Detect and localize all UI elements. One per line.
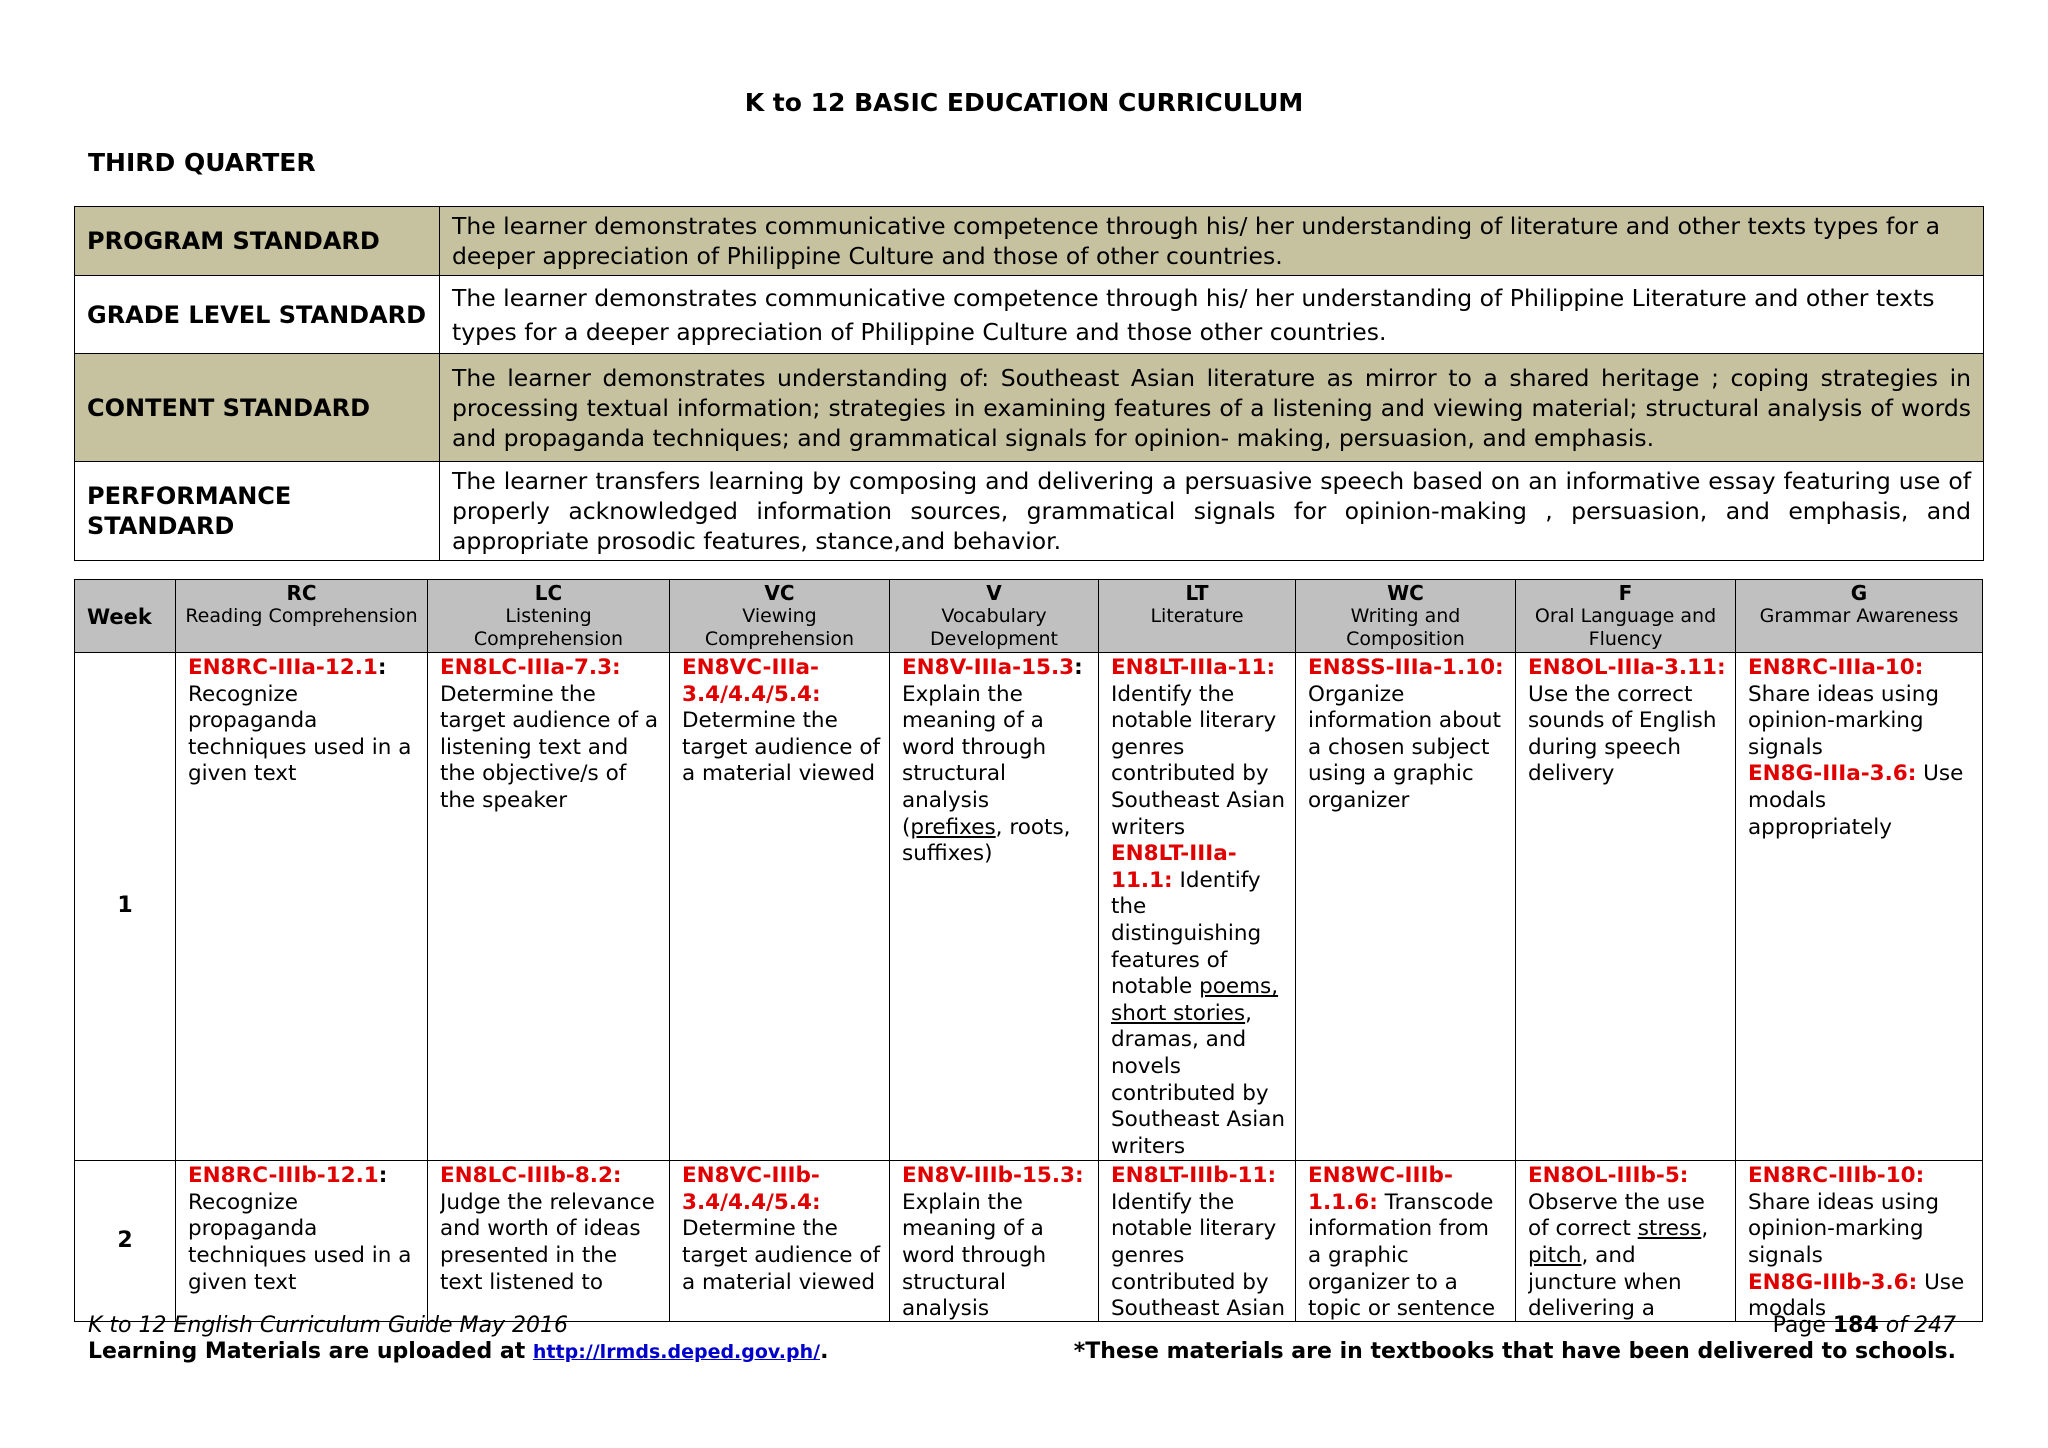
cell-v [890, 1161, 1099, 1322]
cell-vc [670, 1161, 890, 1322]
textbook-note: *These materials are in textbooks that have been delivered to schools. [1073, 1339, 1956, 1364]
competency-code: EN8WC-IIIb-1.1.6: [1308, 1163, 1453, 1215]
grade-level-standard-row [75, 276, 1984, 354]
competency-text: Observe the use of correct [1528, 1189, 1705, 1242]
competency-code: EN8V-IIIa-15.3 [902, 655, 1075, 680]
week-number: 2 [75, 1161, 176, 1322]
competency-text: Use modals [1748, 1269, 1965, 1322]
page-current: 184 [1832, 1313, 1879, 1338]
competency-code: EN8RC-IIIb-12.1 [188, 1163, 379, 1189]
competency-text: , [1701, 1216, 1709, 1242]
column-code: G [1850, 581, 1868, 605]
column-code: LT [1185, 581, 1209, 605]
cell-lt [1099, 1161, 1296, 1322]
column-name: Vocabulary Development [930, 605, 1058, 650]
underlined-term: prefixes [910, 814, 996, 840]
learning-materials-note [88, 1339, 828, 1365]
page-total: of 247 [1878, 1313, 1956, 1338]
competency-code: EN8V-IIIb-15.3: [902, 1163, 1084, 1189]
performance-standard-label: PERFORMANCE STANDARD [75, 462, 440, 561]
competency-code: EN8RC-IIIa-12.1 [188, 655, 378, 680]
learning-materials-prefix: Learning Materials are uploaded at [88, 1339, 533, 1364]
lrmds-link[interactable]: http://lrmds.deped.gov.ph/ [532, 1341, 821, 1363]
column-name: Literature [1150, 605, 1244, 627]
page-number [1074, 1313, 1956, 1339]
competency-text: Explain the meaning of a word through structural analysis ( [902, 681, 1047, 840]
competency-text: Identify the distinguishing features of notable [1111, 867, 1262, 1000]
column-header-vc [670, 580, 890, 653]
competency-code: EN8OL-IIIa-3.11: [1528, 655, 1726, 680]
competency-text: Share ideas using opinion-marking signals [1748, 1189, 1940, 1269]
column-name: Viewing Comprehension [704, 605, 855, 650]
cell-f [1516, 653, 1736, 1161]
competency-code: EN8SS-IIIa-1.10: [1308, 655, 1504, 680]
competency-text: Use modals appropriately [1748, 761, 1964, 840]
competency-code: EN8OL-IIIb-5: [1528, 1163, 1689, 1189]
table-row-week-1 [75, 653, 1983, 1161]
cell-wc [1296, 653, 1516, 1161]
competency-code: EN8RC-IIIa-10: [1748, 655, 1924, 680]
competency-text: Use the correct sounds of English during speech delivery [1528, 681, 1717, 787]
competency-text: , and juncture when delivering a [1528, 1243, 1682, 1322]
cell-lc [428, 653, 670, 1161]
content-standard-row [75, 354, 1984, 462]
column-code: WC [1387, 581, 1424, 605]
week-header: Week [75, 580, 176, 653]
cell-vc [670, 653, 890, 1161]
quarter-heading: THIRD QUARTER [88, 148, 316, 177]
cell-g [1736, 1161, 1983, 1322]
competency-text: Organize information about a chosen subject using a graphic organizer [1308, 681, 1501, 813]
column-header-rc [176, 580, 428, 653]
competency-text: Transcode information from a graphic organizer to a topic or sentence [1308, 1189, 1496, 1322]
footer-right [1074, 1313, 1956, 1365]
competency-code: EN8VC-IIIa-3.4/4.4/5.4: [682, 655, 821, 707]
competency-text: Identify the notable literary genres contributed by Southeast Asian writers [1111, 681, 1286, 840]
competency-text: , roots, suffixes) [902, 814, 1071, 867]
cell-rc: EN8RC-IIIb-12.1: Recognize propaganda techniques used in a given text [176, 1161, 428, 1322]
competency-text: Determine the target audience of a listening text and the objective/s of the speaker [440, 681, 659, 813]
footer-left [88, 1313, 828, 1365]
column-name: Grammar Awareness [1759, 605, 1959, 627]
learning-materials-suffix: . [820, 1339, 829, 1364]
weekly-competencies-table [74, 579, 1983, 1322]
competency-code: EN8RC-IIIb-10: [1748, 1163, 1925, 1189]
competency-text: Judge the relevance and worth of ideas presented in the text listened to [440, 1189, 655, 1295]
cell-lt [1099, 653, 1296, 1161]
column-code: LC [534, 581, 563, 605]
standards-table [74, 206, 1984, 561]
column-name: Reading Comprehension [185, 605, 418, 627]
column-header-f [1516, 580, 1736, 653]
competency-code: EN8LT-IIIa-11.1: [1111, 841, 1237, 893]
performance-standard-text: The learner transfers learning by composing and delivering a persuasive speech based on an informative essay featuring use of properly acknowledged information sources, grammatical signals for opinion-making , persuasion, and emphasis, and appropriate prosodic features, stance,and behavior. [440, 462, 1984, 561]
column-header-g [1736, 580, 1983, 653]
column-name: Writing and Composition [1346, 605, 1465, 650]
underlined-term: pitch [1528, 1243, 1582, 1269]
competency-text: Determine the target audience of a material viewed [682, 708, 881, 787]
grade-level-standard-text: The learner demonstrates communicative competence through his/ her understanding of Philippine Literature and other texts types for a deeper appreciation of Philippine Culture and those other countries. [440, 276, 1984, 354]
program-standard-text: The learner demonstrates communicative competence through his/ her understanding of literature and other texts types for a deeper appreciation of Philippine Culture and those of other countries. [440, 207, 1984, 276]
week-number: 1 [75, 653, 176, 1161]
competency-code: EN8LT-IIIb-11: [1111, 1163, 1277, 1189]
competency-code: EN8LT-IIIa-11: [1111, 655, 1276, 680]
cell-g [1736, 653, 1983, 1161]
column-code: RC [286, 581, 317, 605]
competency-code: EN8G-IIIb-3.6: [1748, 1269, 1918, 1295]
column-code: V [986, 581, 1002, 605]
column-header-lc [428, 580, 670, 653]
competency-code: EN8LC-IIIa-7.3: [440, 655, 621, 680]
cell-f [1516, 1161, 1736, 1322]
column-name: Oral Language and Fluency [1534, 605, 1717, 650]
competency-text: , dramas, and novels contributed by Southeast Asian writers [1111, 1000, 1286, 1159]
competency-text: Recognize propaganda techniques used in a given text [188, 681, 412, 787]
content-standard-label: CONTENT STANDARD [75, 354, 440, 462]
competency-text: Determine the target audience of a material viewed [682, 1216, 881, 1295]
content-standard-text: The learner demonstrates understanding of: Southeast Asian literature as mirror to a shared heritage ; coping strategies in processing textual information; strategies in examining features of a listening and viewing material; structural analysis of words and propaganda techniques; and grammatical signals for opinion- making, persuasion, and emphasis. [440, 354, 1984, 462]
competency-code: EN8LC-IIIb-8.2: [440, 1163, 622, 1189]
performance-standard-row [75, 462, 1984, 561]
program-standard-label: PROGRAM STANDARD [75, 207, 440, 276]
cell-rc: EN8RC-IIIa-12.1: Recognize propaganda techniques used in a given text [176, 653, 428, 1161]
competency-code: EN8VC-IIIb-3.4/4.4/5.4: [682, 1163, 821, 1215]
competency-text: Explain the meaning of a word through structural analysis [902, 1189, 1047, 1322]
competency-text: Identify the notable literary genres contributed by Southeast Asian [1111, 1189, 1286, 1322]
column-header-wc [1296, 580, 1516, 653]
column-header-v [890, 580, 1099, 653]
curriculum-guide-label: K to 12 English Curriculum Guide May 2016 [88, 1313, 569, 1338]
cell-wc [1296, 1161, 1516, 1322]
underlined-term: stress [1637, 1216, 1702, 1242]
competency-text: Share ideas using opinion-marking signals [1748, 681, 1940, 760]
column-name: Listening Comprehension [473, 605, 624, 650]
underlined-term: poems, short stories [1111, 974, 1279, 1026]
grade-level-standard-label: GRADE LEVEL STANDARD [75, 276, 440, 354]
competency-code: EN8G-IIIa-3.6: [1748, 761, 1917, 787]
column-header-lt [1099, 580, 1296, 653]
table-row-week-2 [75, 1161, 1983, 1322]
cell-v: EN8V-IIIa-15.3: Explain the meaning of a word through structural analysis (prefixes, roots, suffixes) [890, 653, 1099, 1161]
competency-text: Recognize propaganda techniques used in a given text [188, 1189, 412, 1295]
page-word: Page [1772, 1313, 1833, 1338]
cell-lc [428, 1161, 670, 1322]
program-standard-row [75, 207, 1984, 276]
page-title: K to 12 BASIC EDUCATION CURRICULUM [744, 88, 1304, 117]
column-code: F [1618, 581, 1633, 605]
column-code: VC [764, 581, 795, 605]
table-header-row [75, 580, 1983, 653]
